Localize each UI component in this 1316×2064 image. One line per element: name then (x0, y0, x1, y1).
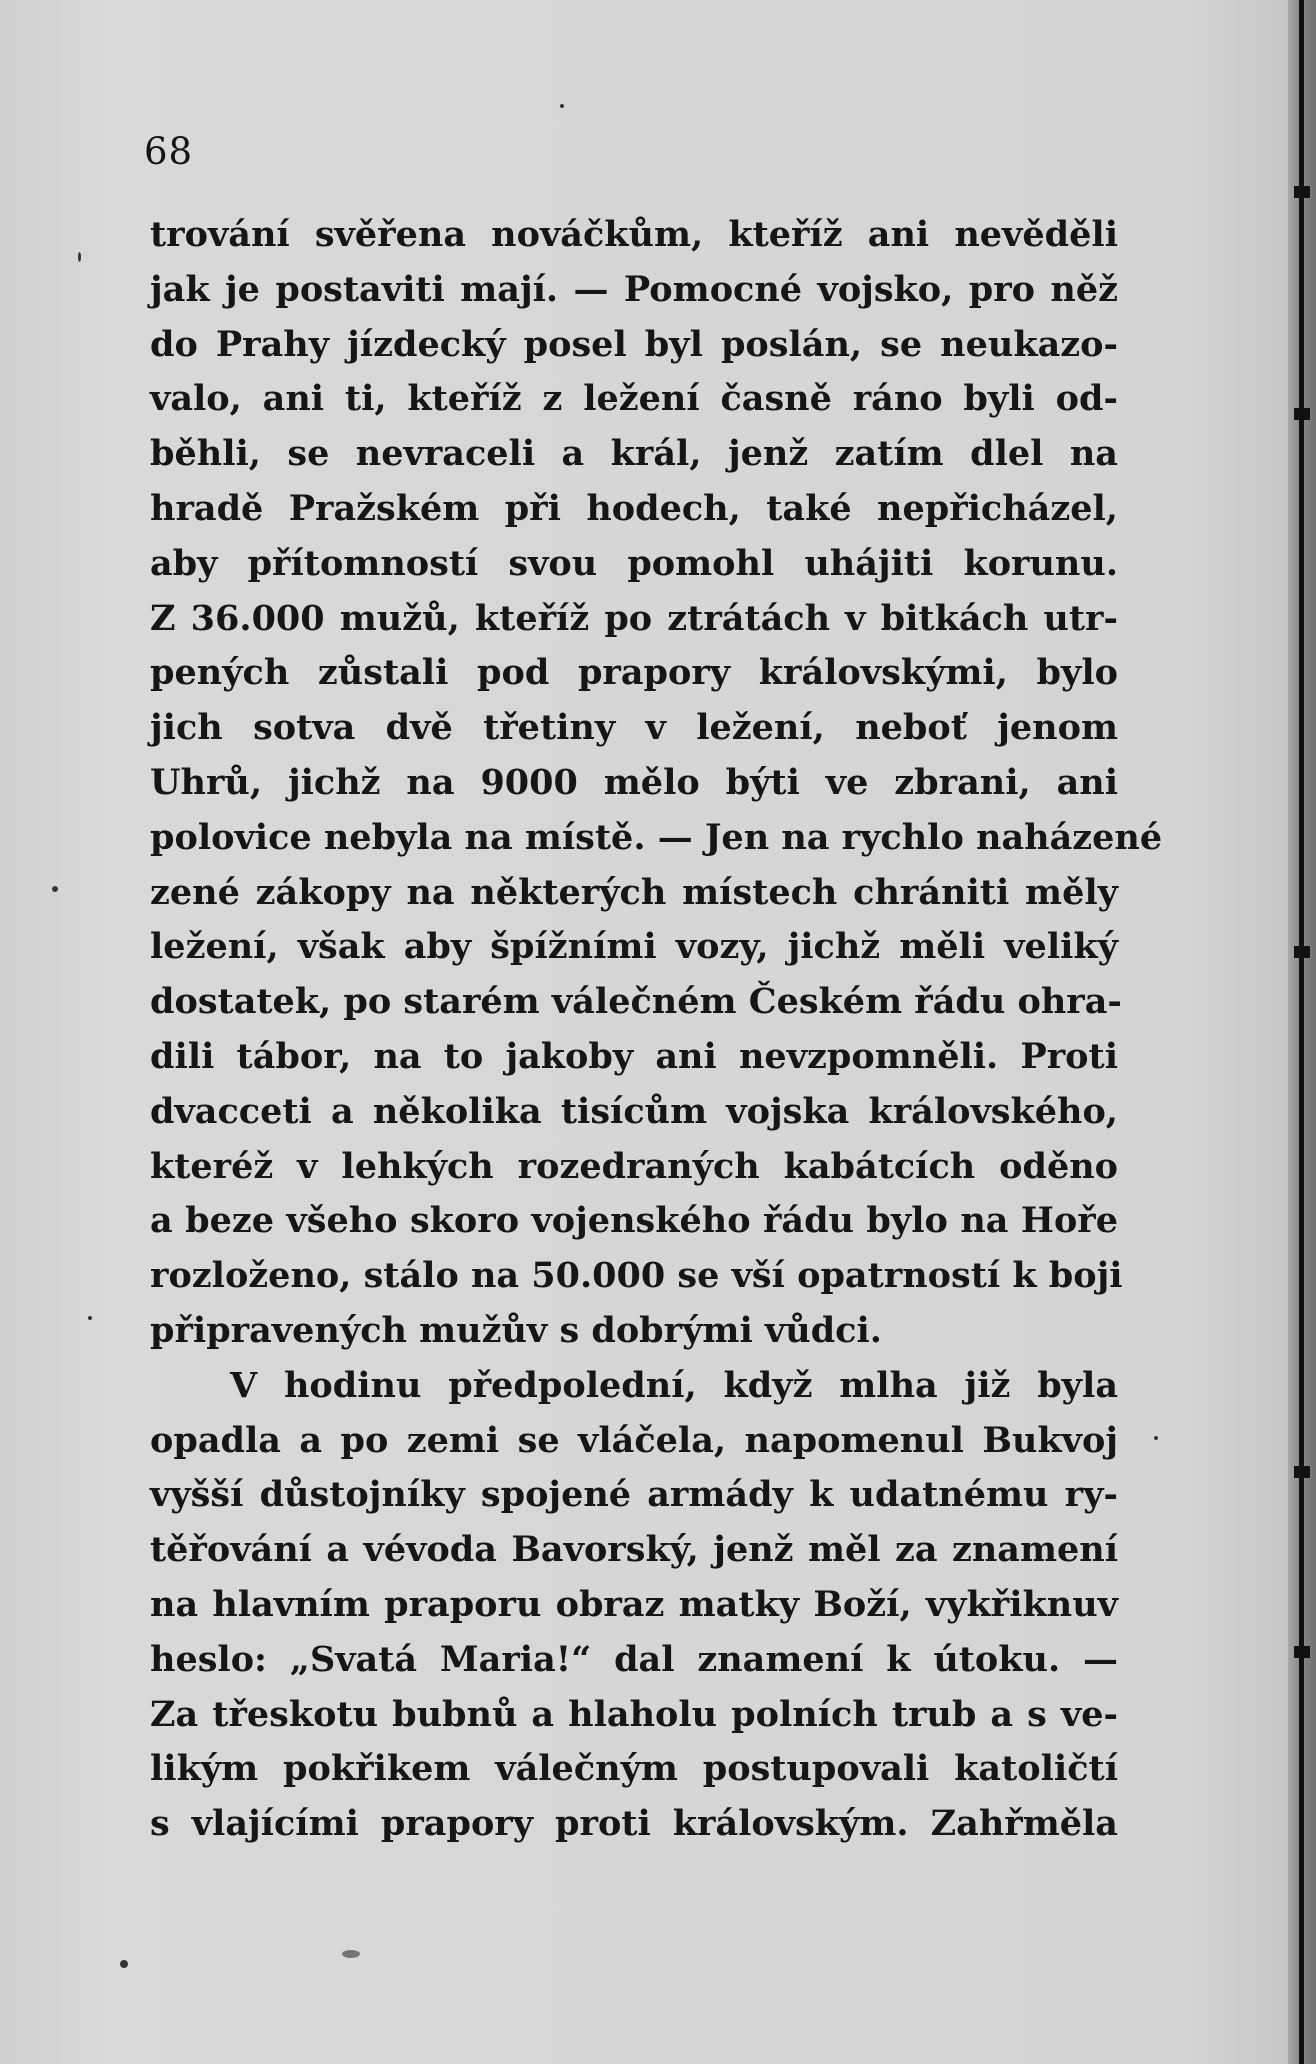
binding-tick (1294, 946, 1310, 958)
text-line: rozloženo, stálo na 50.000 se vší opatrností k boji (150, 1255, 1123, 1297)
binding-tick (1294, 408, 1310, 420)
text-line: jich sotva dvě třetiny v ležení, neboť jenom (150, 707, 1118, 749)
page-number: 68 (144, 130, 194, 173)
text-line: kteréž v lehkých rozedraných kabátcích oděno (150, 1145, 1118, 1187)
text-line: dostatek, po starém válečném Českém řádu ohra- (150, 981, 1122, 1023)
text-line: Z 36.000 mužů, kteříž po ztrátách v bitkách utr- (150, 597, 1118, 639)
paper-speck (1154, 1436, 1158, 1440)
text-line: připravených mužův s dobrými vůdci. (150, 1309, 882, 1351)
text-line: hradě Pražském při hodech, také nepřicházel, (150, 487, 1118, 529)
paper-speck (342, 1950, 360, 1958)
binding-tick (1294, 1646, 1310, 1658)
text-line: polovice nebyla na místě. — Jen na rychlo naházené (150, 816, 1163, 858)
text-line: heslo: „Svatá Maria!“ dal znamení k útoku. — (150, 1638, 1118, 1680)
text-line: těřování a vévoda Bavorský, jenž měl za znamení (150, 1529, 1118, 1571)
text-line: Za třeskotu bubnů a hlaholu polních trub a s ve- (150, 1693, 1118, 1735)
paper-speck (88, 1316, 92, 1320)
text-line: a beze všeho skoro vojenského řádu bylo na Hoře (150, 1200, 1118, 1242)
paper-speck (52, 886, 58, 892)
text-line: likým pokřikem válečným postupovali katoličtí (150, 1748, 1118, 1790)
paper-speck (120, 1960, 128, 1968)
text-line: zené zákopy na některých místech chrániti měly (150, 871, 1118, 913)
text-line: dili tábor, na to jakoby ani nevzpomněli. Proti (150, 1035, 1118, 1077)
paper-speck (560, 104, 564, 108)
text-line: valo, ani ti, kteříž z ležení časně ráno byli od- (150, 378, 1118, 420)
text-line: Uhrů, jichž na 9000 mělo býti ve zbrani, ani (150, 761, 1118, 803)
text-line: dvacceti a několika tisícům vojska královského, (150, 1090, 1118, 1132)
paper-speck (78, 252, 81, 262)
text-line: běhli, se nevraceli a král, jenž zatím dlel na (150, 433, 1118, 475)
text-line: jak je postaviti mají. — Pomocné vojsko, pro něž (150, 268, 1118, 310)
text-line: aby přítomností svou pomohl uhájiti korunu. (150, 542, 1118, 584)
text-line: pených zůstali pod prapory královskými, bylo (150, 652, 1118, 694)
binding-tick (1294, 1466, 1310, 1478)
text-line: V hodinu předpolední, když mlha již byla (230, 1364, 1118, 1406)
text-line: opadla a po zemi se vláčela, napomenul Bukvoj (150, 1419, 1118, 1461)
text-line: vyšší důstojníky spojené armády k udatnému ry- (150, 1474, 1118, 1516)
binding-tick (1294, 186, 1310, 198)
body-text (150, 208, 1163, 1852)
text-line: na hlavním praporu obraz matky Boží, vykřiknuv (150, 1583, 1118, 1625)
text-line: trování svěřena nováčkům, kteříž ani nevěděli (150, 214, 1118, 255)
text-line: do Prahy jízdecký posel byl poslán, se neukazo- (150, 323, 1118, 365)
binding-line (1299, 0, 1304, 2064)
text-line: ležení, však aby špížními vozy, jichž měli veliký (150, 926, 1118, 968)
text-line: s vlajícími prapory proti královským. Zahřměla (150, 1803, 1118, 1845)
